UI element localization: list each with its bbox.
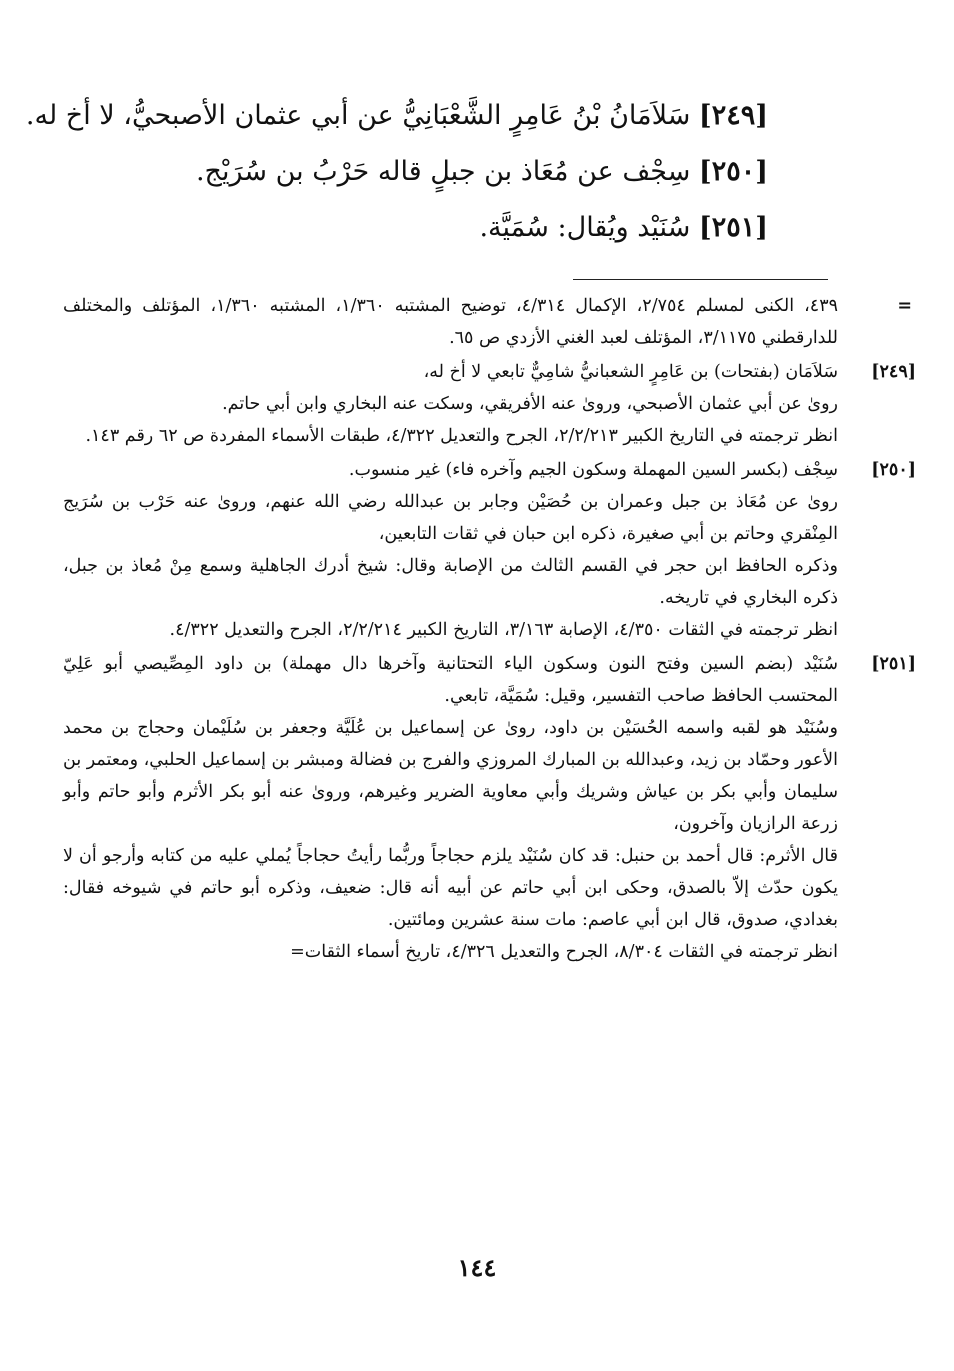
footnote-paragraph: روىٰ عن مُعَاذ بن جبل وعمران بن حُصَيْن وجابر بن عبدالله رضي الله عنهم، وروىٰ عنه حَرْب بن سُرَيج المِنْقري وحاتم بن أبي صغيرة، ذكره ابن حبان في ثقات التابعين، — [63, 492, 838, 544]
footnote-number: [٢٥٠] — [871, 460, 916, 480]
page-number: ١٤٤ — [457, 1253, 497, 1282]
footnote-paragraph: سِجْف (بكسر السين المهملة وسكون الجيم وآخره فاء) غير منسوب. — [348, 460, 838, 480]
footnote-number: [٢٥١] — [871, 654, 916, 674]
footnote-continuation — [63, 290, 912, 354]
entry-text: سُنَيْد ويُقال: سُمَيَّة. — [479, 212, 691, 243]
footnote-number: [٢٤٩] — [871, 362, 916, 382]
footnote-divider — [573, 279, 828, 280]
continuation-mark: = — [897, 296, 912, 316]
footnote-249 — [63, 356, 916, 452]
footnote-251 — [63, 648, 916, 968]
footnote-paragraph: سُنَيْد (بضم السين وفتح النون وسكون الياء التحتانية وآخرها دال مهملة) بن داود المِصِّيصي أبو عَلِيّ المحتسب الحافظ صاحب التفسير، وقيل: سُمَيَّة، تابعي. — [63, 654, 838, 706]
footnote-250 — [63, 454, 916, 646]
main-text — [25, 88, 768, 256]
footnote-paragraph: وذكره الحافظ ابن حجر في القسم الثالث من الإصابة وقال: شيخ أدرك الجاهلية وسمع مِنْ مُعاذ بن جبل، ذكره البخاري في تاريخه. — [63, 556, 838, 608]
footnote-paragraph: وسُنَيْد هو لقبه واسمه الحُسَيْن بن داود، روىٰ عن إسماعيل بن عُلَيَّة وجعفر بن سُلَيْمان وحجاج بن محمد الأعور وحمّاد بن زيد، وعبدالله بن المبارك المروزي والفرج بن فضالة ومبشر بن إسماعيل الحلبي، ومعتمر بن سليمان وأبي بكر بن عياش وشريك وأبي معاوية الضرير وغيرهم، وروىٰ عنه أبو بكر الأثرم وأبو حاتم وأبو زرعة الرازيان وآخرون، — [63, 718, 838, 834]
entry-text: سَلاَمَانُ بْنُ عَامِرٍ الشَّعْبَانِيُّ عن أبي عثمان الأصبحيُّ، لا أخ له. — [25, 100, 691, 131]
main-entry — [25, 88, 768, 144]
entry-text: سِجْف عن مُعَاذ بن جبلٍ قاله حَرْبُ بن سُرَيْج. — [195, 156, 691, 187]
footnote-paragraph: قال الأثرم: قال أحمد بن حنبل: قد كان سُنَيْد يلزم حجاجاً وربُّما رأيتُ حجاجاً يُملي عليه من كتابه وأرجو أن لا يكون حدّث إلاّ بالصدق، وحكى ابن أبي حاتم عن أبيه أنه قال: ضعيف، وذكره أبو حاتم في شيوخه فقال: بغدادي، صدوق، قال ابن أبي عاصم: مات سنة عشرين ومائتين. — [63, 846, 838, 930]
footnote-paragraph: سَلاَمَان (بفتحات) بن عَامِرٍ الشعبانيُّ شامِيٌّ تابعي لا أخ له، — [423, 362, 838, 382]
footnote-paragraph: انظر ترجمته في الثقات ٨/٣٠٤، الجرح والتعديل ٤/٣٢٦، تاريخ أسماء الثقات= — [290, 942, 838, 962]
entry-number: [٢٥٠] — [698, 156, 768, 187]
entry-number: [٢٤٩] — [698, 100, 768, 131]
footnote-paragraph: روىٰ عن أبي عثمان الأصبحي، وروىٰ عنه الأفريقي، وسكت عنه البخاري وابن أبي حاتم. — [222, 394, 838, 414]
main-entry — [68, 144, 768, 200]
footnote-paragraph: انظر ترجمته في التاريخ الكبير ٢/٢/٢١٣، الجرح والتعديل ٤/٣٢٢، طبقات الأسماء المفردة ص ٦٢ رقم ١٤٣. — [85, 426, 838, 446]
footnote-paragraph: ٤٣٩، الكنى لمسلم ٢/٧٥٤، الإكمال ٤/٣١٤، توضيح المشتبه ١/٣٦٠، المشتبه ١/٣٦٠، المؤتلف والمختلف للدارقطني ٣/١١٧٥، المؤتلف لعبد الغني الأزدي ص ٦٥. — [63, 296, 838, 348]
main-entry — [68, 200, 768, 256]
footnotes — [63, 290, 916, 970]
entry-number: [٢٥١] — [698, 212, 768, 243]
footnote-paragraph: انظر ترجمته في الثقات ٤/٣٥٠، الإصابة ٣/١٦٣، التاريخ الكبير ٢/٢/٢١٤، الجرح والتعديل ٤/٣٢٢. — [169, 620, 838, 640]
